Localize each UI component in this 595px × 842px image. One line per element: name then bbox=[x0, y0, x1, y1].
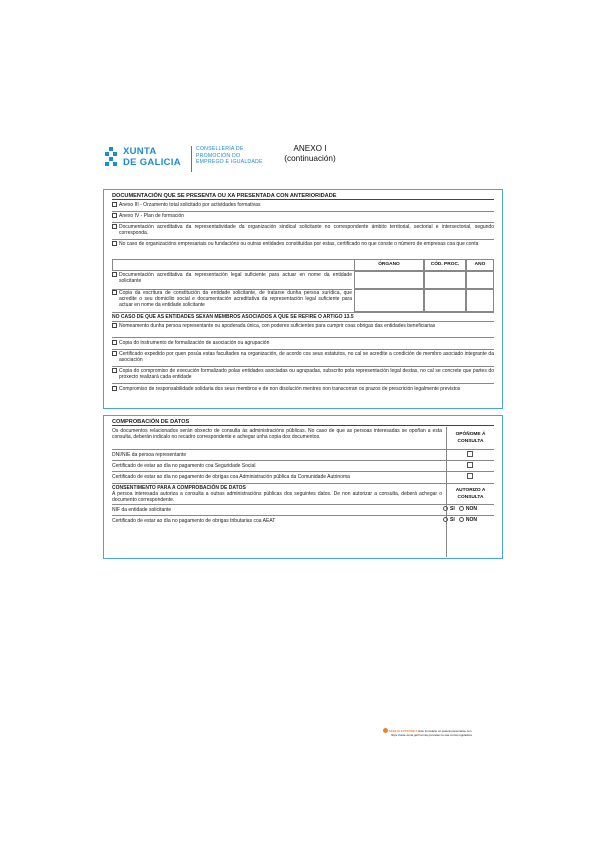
sede-label: SEDE ELECTRÓNICA bbox=[389, 729, 418, 733]
opon-item: Certificado de estar ao día no pagamento coa Seguridade Social bbox=[112, 463, 256, 469]
opon-item: DNI/NIE da persoa representante bbox=[112, 452, 187, 458]
divider bbox=[112, 483, 494, 484]
xunta-emblem-icon bbox=[103, 147, 119, 169]
table-cell bbox=[466, 289, 494, 312]
divider bbox=[112, 515, 494, 516]
consent-title: CONSENTIMENTO PARA A COMPROBACIÓN DE DATOS bbox=[112, 485, 246, 491]
si-label: SI bbox=[450, 517, 455, 523]
header bbox=[103, 144, 503, 180]
footer-text1: Este formulario só poderá presentarse nun bbox=[418, 729, 472, 733]
non-radio[interactable] bbox=[459, 506, 464, 511]
checkbox[interactable] bbox=[112, 340, 117, 345]
table-header-cod: CÓD. PROC. bbox=[424, 259, 466, 271]
si-radio[interactable] bbox=[443, 517, 448, 522]
checkbox[interactable] bbox=[467, 451, 473, 457]
table-cell bbox=[354, 271, 424, 289]
divider bbox=[112, 337, 494, 338]
si-non-group bbox=[443, 506, 477, 512]
logo-line1: XUNTA bbox=[123, 146, 157, 157]
doc-item-label: Anexo IV - Plan de formación bbox=[119, 213, 185, 219]
divider bbox=[112, 312, 494, 313]
autorizo-header: AUTORIZO A CONSULTA bbox=[455, 488, 486, 500]
subheading: NO CASO DE QUE AS ENTIDADES SEXAN MEMBROS ASOCIADOS A QUE SE REFIRE O ARTIGO 13.5 bbox=[112, 314, 354, 320]
divider bbox=[112, 449, 494, 450]
table-item-label: Documentación acreditativa da representación legal suficiente para actuar en nome da entidade solicitante bbox=[119, 272, 352, 285]
section-title: COMPROBACIÓN DE DATOS bbox=[112, 419, 494, 426]
documentacion-section bbox=[103, 189, 503, 409]
ministry-name bbox=[196, 146, 263, 166]
divider bbox=[112, 366, 494, 367]
divider bbox=[112, 321, 494, 322]
doc-item-label: No caso de organizacións empresariais ou fundacións ou outras entidades constituídas por estas, certificado no que conste o número de empresas coa que conta bbox=[119, 241, 479, 247]
checkbox[interactable] bbox=[467, 462, 473, 468]
table-cell bbox=[466, 271, 494, 289]
checkbox[interactable] bbox=[112, 290, 117, 295]
doc-item bbox=[112, 202, 494, 208]
table-item bbox=[112, 272, 352, 284]
assoc-item-label: Certificado expedido por quen posúa estas facultades na organización, de acordo cos seus estatutos, no cal se acredite a condición de membro asociado integrante da asociación bbox=[119, 351, 494, 364]
ministry-line3: EMPREGO E IGUALDADE bbox=[196, 159, 263, 165]
footer-text2: Formas previstas na súa norma reguladora bbox=[418, 732, 472, 737]
anexo-line2: (continuación) bbox=[284, 153, 336, 163]
logo-text bbox=[123, 146, 181, 168]
doc-item-label: Documentación acreditativa da representatividade da organización sindical solicitante no correspondente ámbito territorial, sectorial e intersectorial, segundo corresponda. bbox=[119, 224, 494, 237]
si-label: SI bbox=[450, 506, 455, 512]
divider bbox=[112, 222, 494, 223]
checkbox[interactable] bbox=[112, 213, 117, 218]
si-non-group bbox=[443, 517, 477, 523]
assoc-item-label: Copia do compromiso de execución formalizado polas entidades asociadas ou agrupadas, subscrito pola representación legal destas, no cal se concrete que partes do proxecto realizará cada entidade bbox=[119, 368, 494, 381]
checkbox[interactable] bbox=[112, 368, 117, 373]
opon-header: OPÓÑOME Á CONSULTA bbox=[455, 432, 486, 444]
anexo-line1: ANEXO I bbox=[293, 144, 327, 153]
table-header-empty bbox=[112, 259, 354, 271]
checkbox[interactable] bbox=[112, 272, 117, 277]
si-radio[interactable] bbox=[443, 506, 448, 511]
anexo-title bbox=[275, 144, 345, 163]
checkbox[interactable] bbox=[112, 202, 117, 207]
divider bbox=[112, 471, 494, 472]
table-item-label: Copia da escritura de constitución da entidade solicitante, de tratarse dunha persoa xurídica, que acredite o seu domicilio social e documentación acreditativa da representación legal suficiente para actuar en nome da entidade solicitante bbox=[119, 290, 352, 309]
assoc-item bbox=[112, 323, 494, 329]
logo-separator bbox=[191, 146, 192, 172]
table-cell bbox=[424, 271, 466, 289]
table-header-organo: ÓRGANO bbox=[354, 259, 424, 271]
ministry-line2: PROMOCIÓN DO bbox=[196, 152, 241, 159]
consent-item: NIF da entidade solicitante bbox=[112, 507, 172, 513]
checkbox[interactable] bbox=[467, 473, 473, 479]
ministry-line1: CONSELLERÍA DE bbox=[196, 146, 244, 152]
doc-item bbox=[112, 241, 494, 247]
divider bbox=[112, 211, 494, 212]
assoc-item bbox=[112, 368, 494, 380]
assoc-item bbox=[112, 386, 494, 392]
footer-url[interactable]: https://sede.xunta.gal bbox=[391, 732, 418, 737]
table-cell bbox=[354, 289, 424, 312]
opon-item: Certificado de estar ao día no pagamento de obrigas coa Administración pública da Comunidade Autónoma bbox=[112, 474, 350, 480]
intro-text: Os documentos relacionados serán obxecto de consulta ás administracións públicas. No caso de que as persoas interesadas se opoñan a esta consulta, deberán indicalo no recadro correspondente e achegar unha copia dos documentos. bbox=[112, 428, 442, 441]
assoc-item-label: Compromiso de responsabilidade solidaria dos seus membros e de non disolución mentres non transcorran os prazos de prescrición legalmente previstos bbox=[119, 386, 461, 392]
consent-text: A persoa interesada autoriza a consulta a outras administracións públicas dos seguintes datos. De non autorizar a consulta, deberá achegar o documento correspondente. bbox=[112, 491, 442, 504]
footer bbox=[383, 728, 503, 738]
doc-item bbox=[112, 213, 494, 219]
table-header-ano: ANO bbox=[466, 259, 494, 271]
divider bbox=[112, 349, 494, 350]
checkbox[interactable] bbox=[112, 241, 117, 246]
section-title: DOCUMENTACIÓN QUE SE PRESENTA OU XA PRESENTADA CON ANTERIORIDADE bbox=[112, 193, 494, 200]
checkbox[interactable] bbox=[112, 351, 117, 356]
assoc-item bbox=[112, 351, 494, 363]
consent-item: Certificado de estar ao día no pagamento de obrigas tributarias coa AEAT bbox=[112, 518, 276, 524]
logo-line2: DE GALICIA bbox=[123, 157, 181, 168]
divider bbox=[112, 239, 494, 240]
comprobacion-section bbox=[103, 415, 503, 559]
assoc-item-label: Nomeamento dunha persoa representante ou apoderada única, con poderes suficientes para cumprir coas obrigas das entidades beneficiarias bbox=[119, 323, 436, 329]
doc-item bbox=[112, 224, 494, 236]
table-item bbox=[112, 290, 352, 309]
table-cell bbox=[424, 289, 466, 312]
doc-item-label: Anexo III - Orzamento total solicitado por actividades formativas bbox=[119, 202, 261, 208]
checkbox[interactable] bbox=[112, 224, 117, 229]
divider bbox=[112, 504, 494, 505]
divider bbox=[112, 383, 494, 384]
non-label: NON bbox=[465, 506, 478, 512]
assoc-item bbox=[112, 340, 494, 346]
non-radio[interactable] bbox=[459, 517, 464, 522]
divider bbox=[112, 460, 494, 461]
non-label: NON bbox=[465, 517, 478, 523]
checkbox[interactable] bbox=[112, 323, 117, 328]
checkbox[interactable] bbox=[112, 386, 117, 391]
sede-logo-icon bbox=[383, 728, 388, 733]
assoc-item-label: Copia do instrumento de formalización de asociación ou agrupación bbox=[119, 340, 270, 346]
